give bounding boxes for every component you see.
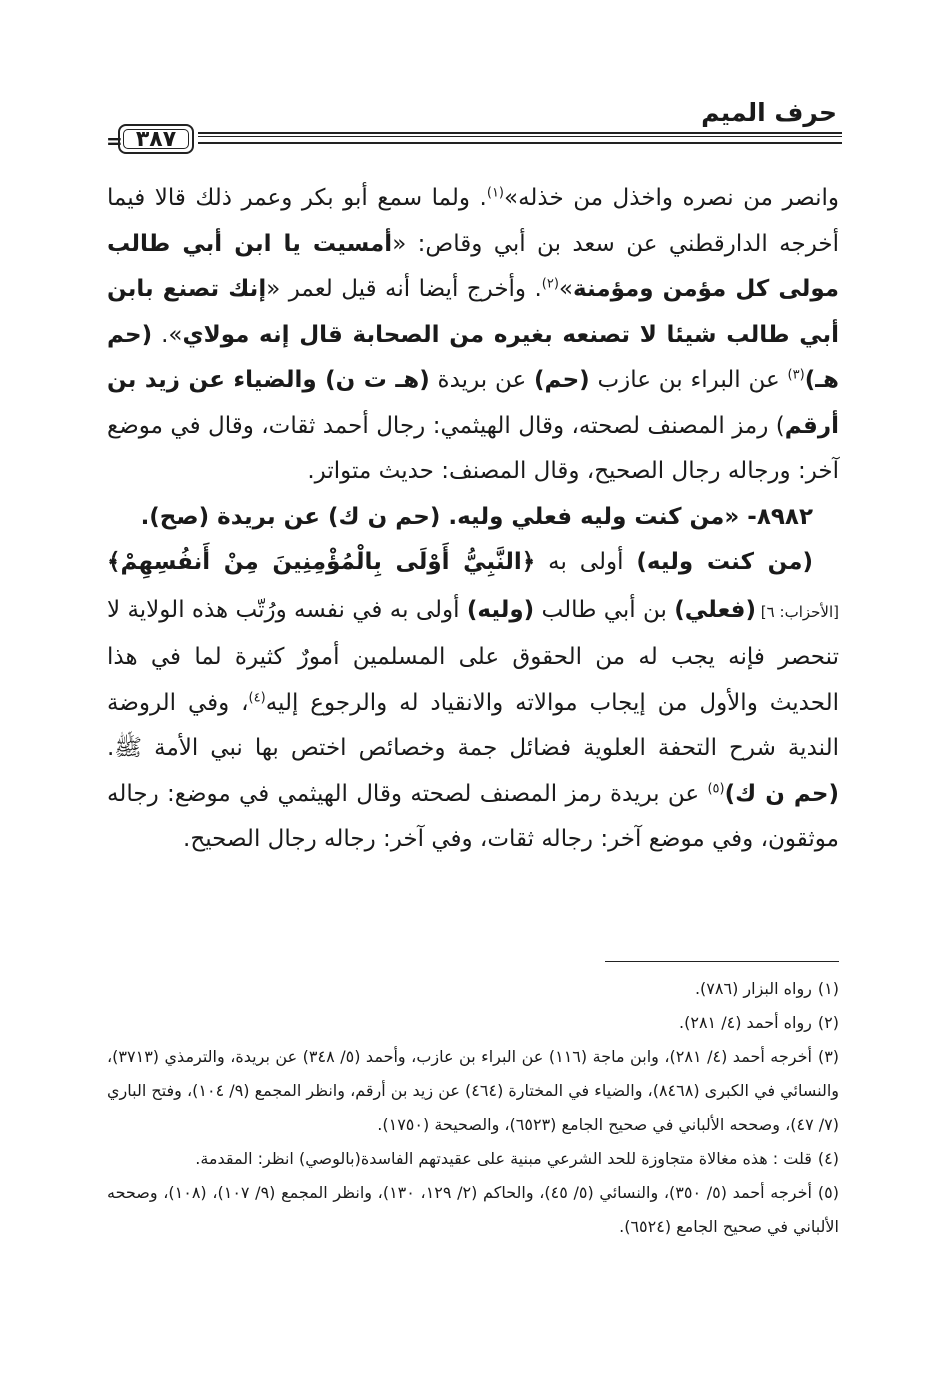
bold-term-2: (فعلي) xyxy=(674,596,757,623)
footnote-ref-5[interactable]: (٥) xyxy=(707,780,725,796)
footnote-1: (١)رواه البزار (٧٨٦). xyxy=(694,979,839,998)
quran-verse: ﴿النَّبِيُّ أَوْلَى بِالْمُؤْمِنِينَ مِنْ أَنفُسِهِمْ﴾ xyxy=(107,549,536,575)
footnotes xyxy=(107,972,839,1244)
source-code-2: (حم) xyxy=(534,367,590,393)
page-mark: = xyxy=(106,129,123,153)
footnote-4: (٤)قلت : هذه مغالاة متجاوزة للحد الشرعي مبنية على عقيدتهم الفاسدة(بالوصي) انظر: المقدمة. xyxy=(195,1149,839,1168)
bold-quote-2: إنك تصنع بابن أبي طالب شيئا لا تصنعه بغيره من الصحابة قال إنه مولاي xyxy=(107,276,839,348)
bold-quote-1: أمسيت يا ابن أبي طالب مولى كل مؤمن ومؤمنة xyxy=(107,230,839,302)
footnote-2: (٢)رواه أحمد (٤/ ٢٨١). xyxy=(679,1013,839,1032)
source-code-4: (حم ن ك) xyxy=(724,780,839,807)
footnote-ref-4[interactable]: (٤) xyxy=(248,689,266,705)
footnote-ref-2[interactable]: (٢) xyxy=(541,276,559,292)
hadith-heading xyxy=(107,495,839,541)
double-rule xyxy=(198,132,842,144)
footnote-separator xyxy=(605,961,839,962)
footnote-3: (٣)أخرجه أحمد (٤/ ٢٨١)، وابن ماجة (١١٦) عن البراء بن عازب، وأحمد (٥/ ٣٤٨) عن بريدة، والترمذي (٣٧١٣)، والنسائي في الكبرى (٨٤٦٨)، والضياء في المختارة (٤٦٤) عن زيد بن أرقم، وانظر المجمع (٩/ ١٠٤)، وفتح الباري (٧/ ٤٧)، وصححه الألباني في صحيح الجامع (٦٥٢٣)، والصحيحة (١٧٥٠). xyxy=(107,1047,840,1134)
running-title: حرف الميم xyxy=(701,98,837,127)
page-number xyxy=(118,124,194,154)
bold-term-3: (وليه) xyxy=(466,596,535,623)
ayah-reference: [الأحزاب: ٦] xyxy=(756,602,839,621)
header-rule xyxy=(106,124,842,153)
footnote-ref-3[interactable]: (٣) xyxy=(787,367,805,383)
hadith-number: ٨٩٨٢- xyxy=(739,503,813,530)
paragraph-1: وانصر من نصره واخذل من خذله»$^{(١)}$. ولما سمع أبو بكر وعمر ذلك قالا فيما أخرجه الدارقطني عن سعد بن أبي وقاص: «أمسيت يا ابن أبي طالب مولى كل مؤمن ومؤمنة»$^{(٢)}$. وأخرج أيضا أنه قيل لعمر «إنك تصنع بابن أبي طالب شيئا لا تصنعه بغيره من الصحابة قال إنه مولاي». (حم هـ)$^{(٣)}$ عن البراء بن عازب (حم) عن بريدة (هـ ت ن) والضياء عن زيد بن أرقم) رمز المصنف لصحته، وقال الهيثمي: رجال أحمد ثقات، وقال في موضع آخر: ورجاله رجال الصحيح، وقال المصنف: حديث متواتر. xyxy=(107,185,840,484)
paragraph-3: (من كنت وليه) أولى به ﴿النَّبِيُّ أَوْلَى بِالْمُؤْمِنِينَ مِنْ أَنفُسِهِمْ﴾ [الأحزاب: ٦] (فعلي) بن أبي طالب (وليه) أولى به في نفسه ورُتّب هذه الولاية لا تنحصر فإنه يجب له من الحقوق على المسلمين أمورٌ كثيرة لما في هذا الحديث والأول من إيجاب موالاته والانقياد له والرجوع إليه$^{(٤)}$، وفي الروضة الندية شرح التحفة العلوية فضائل جمة وخصائص اختص بها نبي الأمة ﷺ. (حم ن ك)$^{(٥)}$ عن بريدة رمز المصنف لصحته وقال الهيثمي في موضع: رجاله موثقون، وفي موضع آخر: رجاله ثقات، وفي آخر: رجاله رجال الصحيح. xyxy=(107,549,839,852)
bold-term-1: (من كنت وليه) xyxy=(636,549,814,575)
source-code-3: (هـ ت ن) والضياء عن زيد بن أرقم xyxy=(107,367,839,439)
footnote-5: (٥)أخرجه أحمد (٥/ ٣٥٠)، والنسائي (٥/ ٤٥)، والحاكم (٢/ ١٢٩، ١٣٠)، وانظر المجمع (٩/ ١٠٧)، (١٠٨)، وصححه الألباني في صحيح الجامع (٦٥٢٤). xyxy=(107,1183,840,1236)
source-code-1: (حم هـ) xyxy=(107,321,840,393)
main-text xyxy=(107,176,839,863)
page-number-text: ٣٨٧ xyxy=(135,126,177,152)
hadith-text: «من كنت وليه فعلي وليه. (حم ن ك) عن بريدة (صح). xyxy=(140,503,740,530)
footnote-ref-1[interactable]: (١) xyxy=(486,185,504,201)
